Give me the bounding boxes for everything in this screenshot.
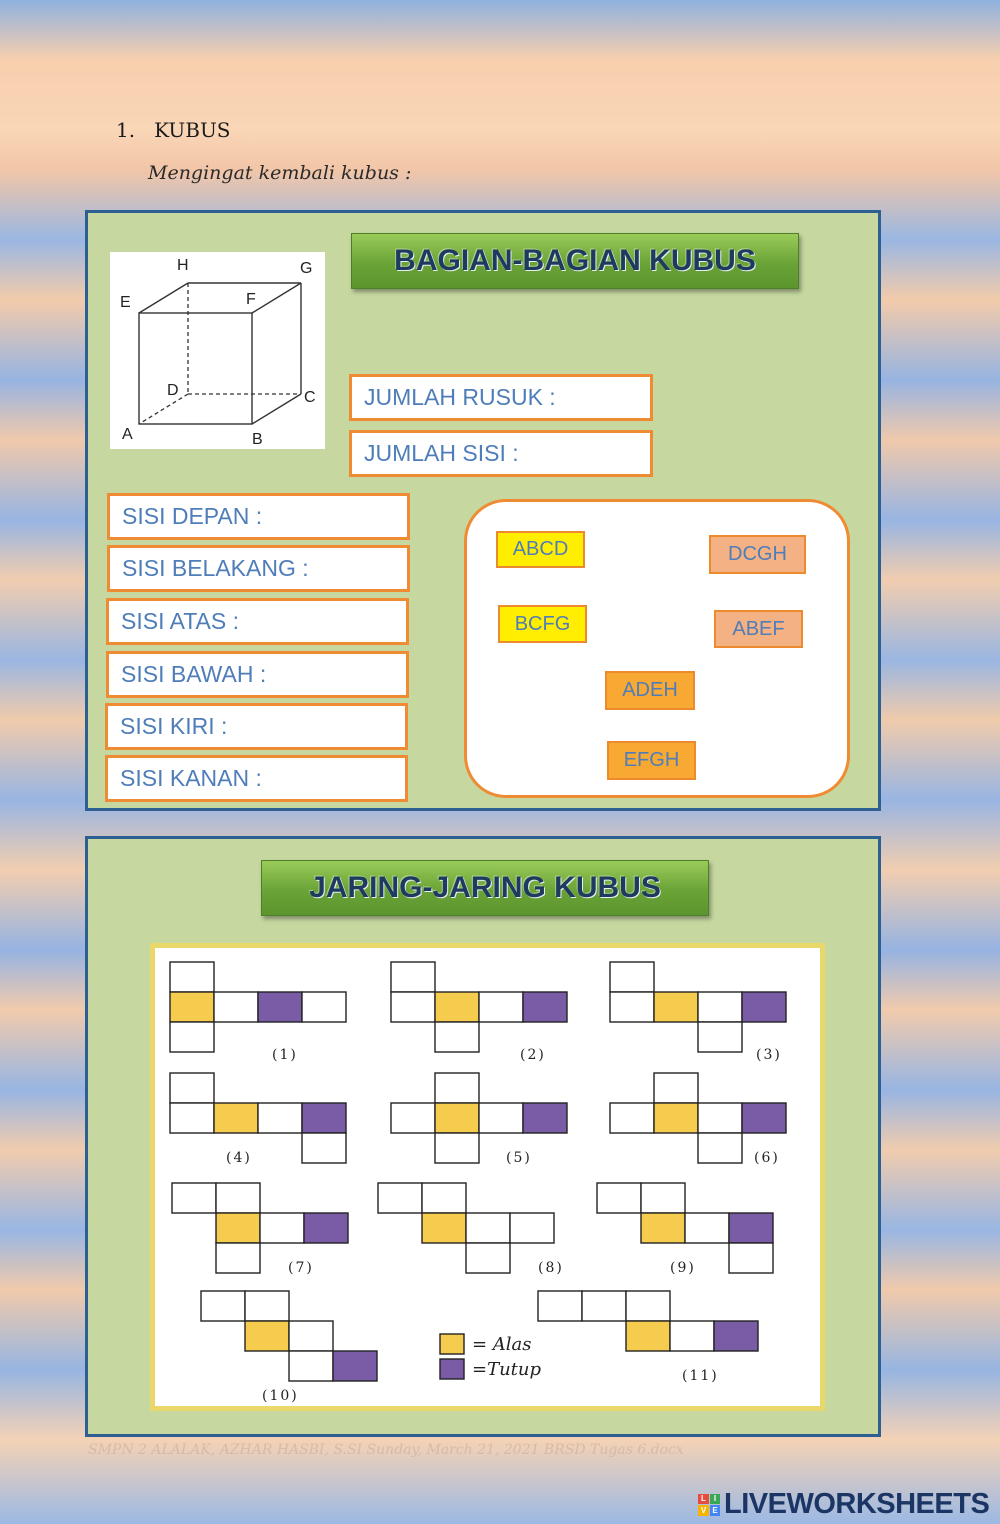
liveworksheets-logo-icon: L I V E [698,1494,720,1516]
back-side-field[interactable]: SISI BELAKANG : [107,545,410,592]
option-bcfg[interactable]: BCFG [498,605,587,643]
brand-text: LIVEWORKSHEETS [724,1488,990,1520]
cube-nets-diagram [150,943,825,1411]
cube-parts-title: BAGIAN-BAGIAN KUBUS [351,233,799,289]
section-heading [116,118,231,142]
net-label-9: (9) [670,1260,696,1276]
vertex-a-label: A [122,426,133,443]
top-side-field[interactable]: SISI ATAS : [106,598,409,645]
section-number: 1. [116,118,136,142]
option-dcgh[interactable]: DCGH [709,535,806,574]
legend-alas-swatch [440,1334,464,1354]
net-label-11: (11) [682,1368,719,1384]
net-label-4: (4) [226,1150,252,1166]
right-side-field[interactable]: SISI KANAN : [105,755,408,802]
legend-alas-label: = Alas [472,1334,532,1355]
document-footer: SMPN 2 ALALAK, AZHAR HASBI, S.SI Sunday, March 21, 2021 BRSD Tugas 6.docx [88,1442,684,1458]
vertex-h-label: H [177,257,189,274]
vertex-f-label: F [246,291,256,308]
net-label-5: (5) [506,1150,532,1166]
vertex-c-label: C [304,389,316,406]
liveworksheets-brand[interactable] [698,1488,989,1521]
net-label-1: (1) [272,1047,298,1063]
face-count-field[interactable]: JUMLAH SISI : [349,430,653,477]
net-label-3: (3) [756,1047,782,1063]
section-title: KUBUS [154,118,231,142]
section-intro: Mengingat kembali kubus : [148,162,412,184]
vertex-g-label: G [300,260,313,277]
net-label-2: (2) [520,1047,546,1063]
vertex-d-label: D [167,382,179,399]
edge-count-field[interactable]: JUMLAH RUSUK : [349,374,653,421]
net-label-8: (8) [538,1260,564,1276]
net-label-6: (6) [754,1150,780,1166]
bottom-side-field[interactable]: SISI BAWAH : [106,651,409,698]
option-abcd[interactable]: ABCD [496,531,585,568]
net-label-7: (7) [288,1260,314,1276]
legend-tutup-label: =Tutup [472,1359,542,1380]
left-side-field[interactable]: SISI KIRI : [105,703,408,750]
legend-tutup-swatch [440,1359,464,1379]
option-adeh[interactable]: ADEH [605,671,695,710]
vertex-b-label: B [252,431,263,448]
net-label-10: (10) [262,1388,299,1404]
vertex-e-label: E [120,294,131,311]
option-abef[interactable]: ABEF [714,610,803,648]
cube-diagram [110,252,325,449]
cube-nets-title: JARING-JARING KUBUS [261,860,709,916]
option-efgh[interactable]: EFGH [607,741,696,780]
front-side-field[interactable]: SISI DEPAN : [107,493,410,540]
